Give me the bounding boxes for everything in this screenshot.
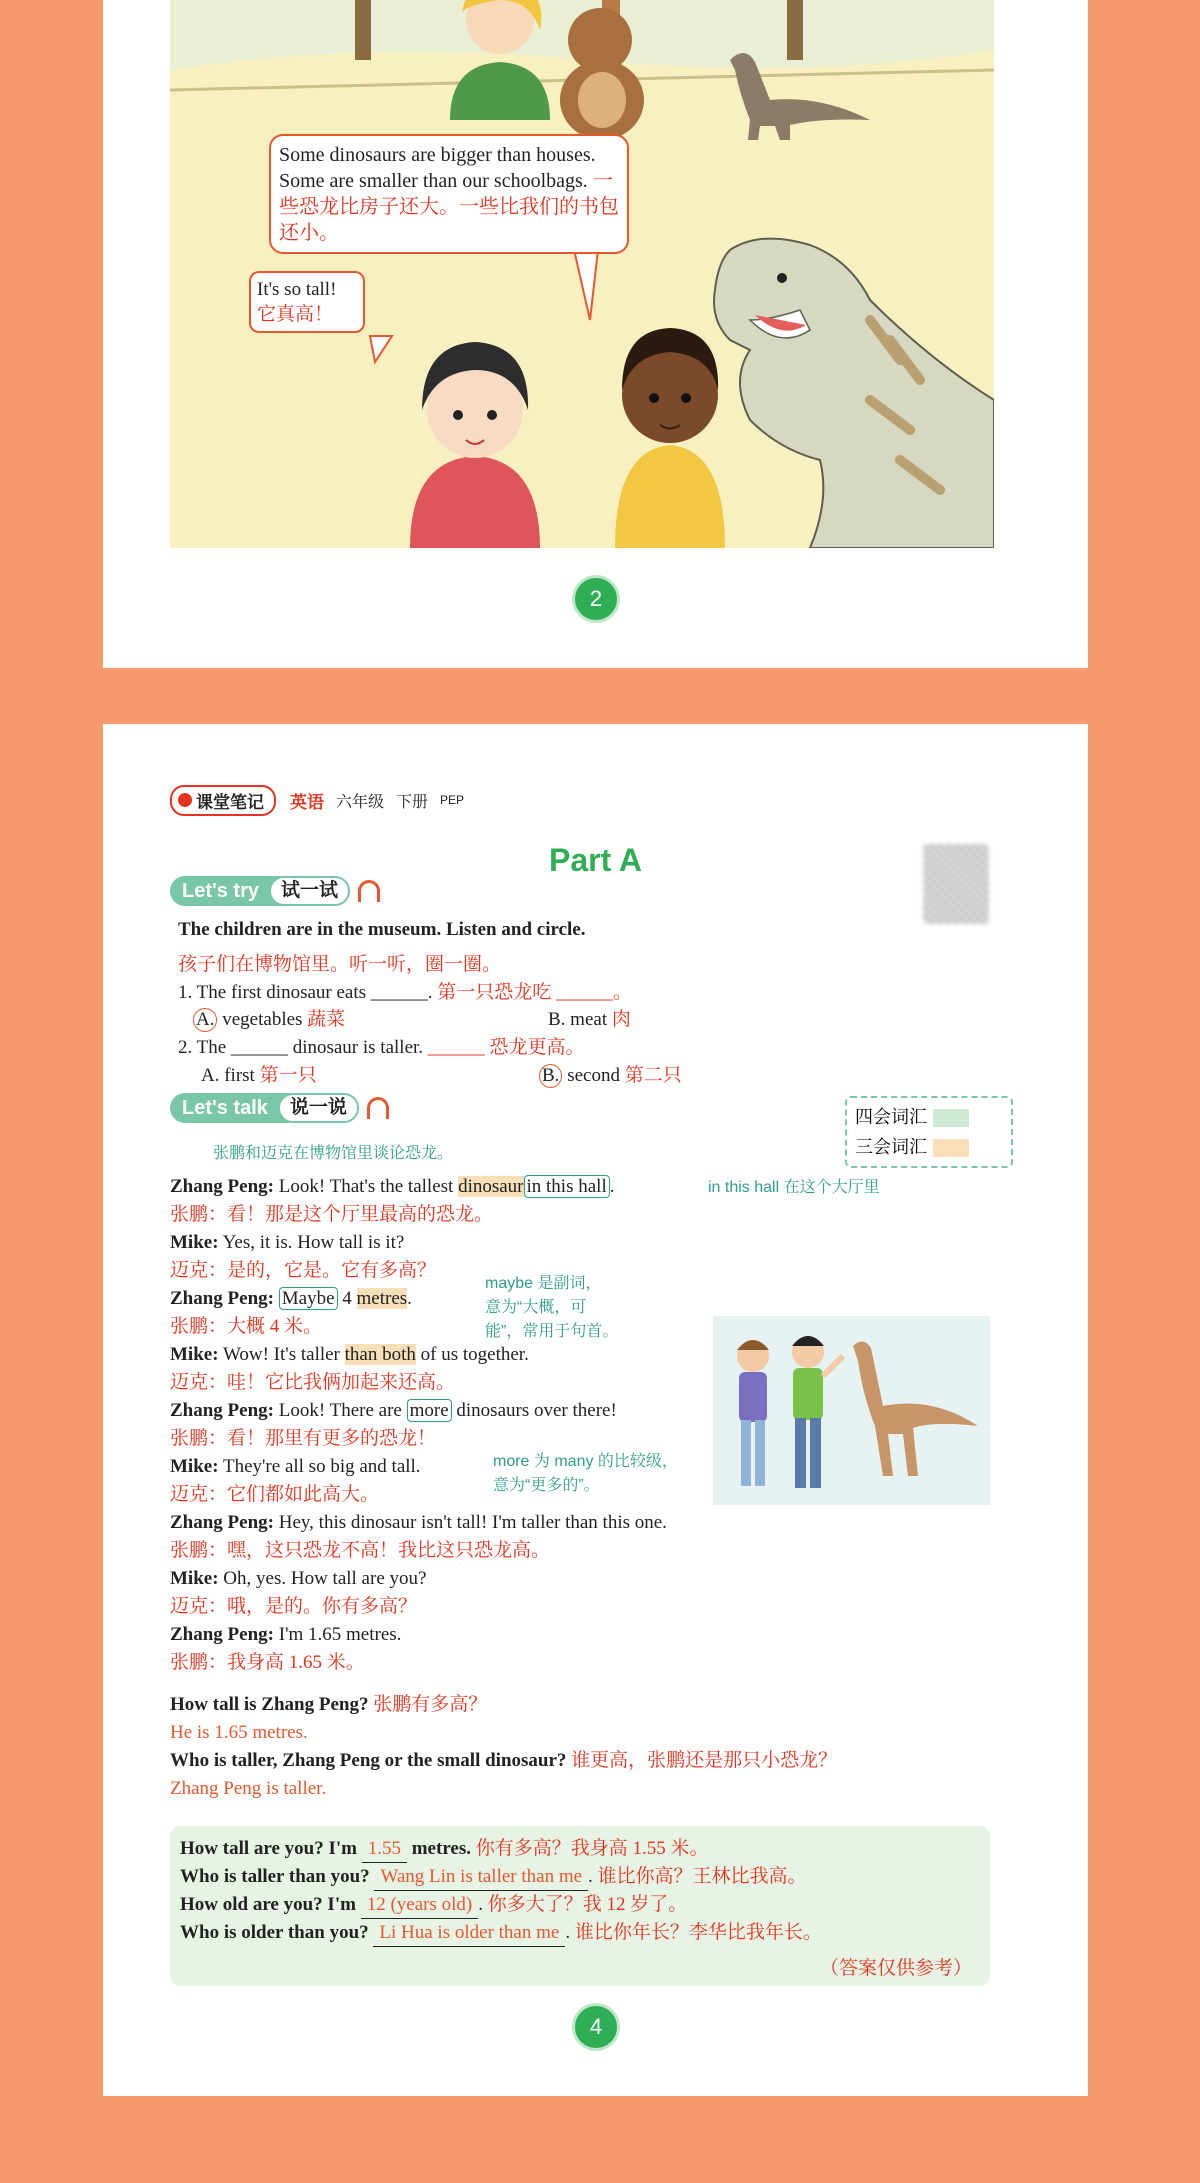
- part-title: Part A: [548, 842, 643, 878]
- line-text: Hey, this dinosaur isn't tall! I'm taller than this one.: [278, 1512, 667, 1533]
- dialogue-line-5: [170, 1398, 617, 1424]
- note-maybe: [485, 1272, 618, 1344]
- page-number: 4: [572, 2003, 620, 2051]
- highlight-word: than both: [344, 1344, 416, 1365]
- page-header: [170, 786, 464, 814]
- textbook-page-2: [103, 0, 1088, 668]
- speaker: Mike:: [170, 1344, 219, 1365]
- lets-talk-tag: [170, 1093, 389, 1123]
- legend-label: 三会词汇: [855, 1137, 927, 1157]
- tag-chinese: 试一试: [269, 876, 350, 906]
- speaker: Zhang Peng:: [170, 1400, 274, 1421]
- question-text-cn: 张鹏有多高？: [373, 1694, 488, 1715]
- brand-badge: [170, 785, 276, 816]
- dialogue-line-4-cn: 迈克：哇！它比我俩加起来还高。: [170, 1372, 456, 1393]
- line-text: I'm 1.65 metres.: [278, 1624, 402, 1645]
- dialogue-line-2-cn: 迈克：是的，它是。它有多高？: [170, 1260, 437, 1281]
- try-instruction-cn: 孩子们在博物馆里。听一听，圈一圈。: [178, 954, 502, 975]
- dialogue-line-7: [170, 1510, 667, 1536]
- answer-blank: Wang Lin is taller than me: [374, 1864, 588, 1891]
- line-text: of us together.: [420, 1344, 529, 1365]
- tag-english: Let's try: [170, 876, 283, 906]
- dialogue-line-2: [170, 1230, 404, 1256]
- try-q2-option-b: [539, 1063, 682, 1089]
- row-prompt: Who is older than you?: [180, 1922, 369, 1943]
- try-instruction: The children are in the museum. Listen and circle.: [178, 919, 586, 940]
- line-text: dinosaurs over there!: [456, 1400, 617, 1421]
- vocabulary-legend: [845, 1096, 1013, 1168]
- legend-label: 四会词汇: [855, 1107, 927, 1127]
- row-prompt: How tall are you? I'm: [180, 1838, 357, 1859]
- line-text: 4: [342, 1288, 352, 1309]
- option-text-cn: 蔬菜: [307, 1009, 346, 1030]
- line-text: Yes, it is. How tall is it?: [222, 1232, 405, 1253]
- tag-chinese: 说一说: [278, 1093, 359, 1123]
- brand-name: 课堂笔记: [196, 792, 264, 812]
- note-line: maybe 是副词，: [485, 1275, 602, 1292]
- dialogue-line-9-cn: 张鹏：我身高 1.65 米。: [170, 1652, 365, 1673]
- practice-row-4: [180, 1920, 822, 1947]
- note-line: 意为“大概，可: [485, 1299, 587, 1316]
- dialogue-line-3: [170, 1286, 412, 1312]
- legend-three-skill: [855, 1132, 1003, 1162]
- row-cn: 谁比你高？王林比我高。: [597, 1866, 807, 1887]
- dialogue-line-3-cn: 张鹏：大概 4 米。: [170, 1316, 323, 1337]
- qr-code-icon: [923, 844, 989, 924]
- headphones-icon: [367, 1097, 389, 1119]
- try-question-2: [178, 1035, 585, 1061]
- circled-answer: A.: [193, 1008, 217, 1032]
- comprehension-question-2: [170, 1748, 837, 1774]
- highlight-word: dinosaur: [458, 1176, 524, 1197]
- practice-row-3: [180, 1892, 687, 1919]
- speaker: Zhang Peng:: [170, 1624, 274, 1645]
- boxed-phrase: Maybe: [279, 1287, 338, 1310]
- comprehension-question-1: [170, 1692, 487, 1718]
- question-text: 2. The ______ dinosaur is taller.: [178, 1037, 424, 1058]
- option-text-cn: 第二只: [624, 1065, 682, 1086]
- page-number: 2: [572, 575, 620, 623]
- headphones-icon: [358, 880, 380, 902]
- dialogue-line-4: [170, 1342, 529, 1368]
- grade-label: 六年级: [336, 793, 385, 811]
- row-cn: 你有多高？我身高 1.55 米。: [475, 1838, 709, 1859]
- dialogue-line-6: [170, 1454, 421, 1480]
- try-q1-option-a: [193, 1007, 345, 1033]
- speaker: Zhang Peng:: [170, 1176, 274, 1197]
- option-text-cn: 第一只: [259, 1065, 317, 1086]
- option-text: A. first: [201, 1065, 255, 1086]
- orange-swatch: [933, 1139, 969, 1157]
- try-q2-option-a: [201, 1063, 317, 1089]
- question-text: How tall is Zhang Peng?: [170, 1694, 369, 1715]
- dialogue-line-1: [170, 1174, 614, 1200]
- subject-label: 英语: [290, 792, 324, 812]
- option-text: vegetables: [222, 1009, 303, 1030]
- line-text: Look! There are: [278, 1400, 402, 1421]
- circled-answer: B.: [539, 1064, 562, 1088]
- line-text: Look! That's the tallest: [278, 1176, 454, 1197]
- question-text-cn: ______ 恐龙更高。: [427, 1037, 585, 1058]
- practice-box: [170, 1826, 990, 1986]
- line-text: Wow! It's taller: [222, 1344, 340, 1365]
- dialogue-line-8-cn: 迈克：哦，是的。你有多高？: [170, 1596, 418, 1617]
- bubble-chinese-text: 一些恐龙比房子还大。一些比我们的书包还小。: [279, 170, 619, 244]
- bubble-chinese-text: 它真高！: [257, 304, 334, 325]
- speaker: Zhang Peng:: [170, 1512, 274, 1533]
- try-question-1: [178, 980, 632, 1006]
- speaker: Zhang Peng:: [170, 1288, 274, 1309]
- row-prompt-end: .: [478, 1894, 483, 1915]
- comprehension-answer-2: Zhang Peng is taller.: [170, 1778, 327, 1799]
- row-prompt-end: metres.: [411, 1838, 471, 1859]
- row-cn: 谁比你年长？李华比我年长。: [574, 1922, 822, 1943]
- green-swatch: [933, 1109, 969, 1127]
- dialogue-line-7-cn: 张鹏：嘿，这只恐龙不高！我比这只恐龙高。: [170, 1540, 551, 1561]
- bubble-english-text: Some dinosaurs are bigger than houses. Some are smaller than our schoolbags.: [279, 144, 596, 192]
- note-more: [493, 1450, 678, 1498]
- question-text-cn: 谁更高，张鹏还是那只小恐龙？: [571, 1750, 838, 1771]
- comprehension-answer-1: He is 1.65 metres.: [170, 1722, 308, 1743]
- punctuation: .: [407, 1288, 412, 1309]
- dialogue-line-8: [170, 1566, 426, 1592]
- highlight-word: metres: [356, 1288, 408, 1309]
- line-text: Oh, yes. How tall are you?: [223, 1568, 427, 1589]
- try-q1-option-b: [548, 1007, 631, 1033]
- answer-footnote: （答案仅供参考）: [819, 1958, 972, 1979]
- bubble-english-text: It's so tall!: [257, 279, 337, 300]
- answer-blank: Li Hua is older than me: [373, 1920, 565, 1947]
- note-in-this-hall: in this hall 在这个大厅里: [708, 1179, 880, 1196]
- volume-label: 下册: [396, 793, 429, 811]
- answer-blank: 12 (years old): [361, 1892, 479, 1919]
- row-prompt: Who is taller than you?: [180, 1866, 370, 1887]
- tag-english: Let's talk: [170, 1093, 292, 1123]
- row-cn: 你多大了？我 12 岁了。: [487, 1894, 688, 1915]
- row-prompt-end: .: [565, 1922, 571, 1943]
- dialogue-line-6-cn: 迈克：它们都如此高大。: [170, 1484, 380, 1505]
- dialogue-line-5-cn: 张鹏：看！那里有更多的恐龙！: [170, 1428, 437, 1449]
- row-prompt: How old are you? I'm: [180, 1894, 356, 1915]
- dialogue-line-9: [170, 1622, 401, 1648]
- edition-label: PEP: [440, 793, 465, 807]
- speaker: Mike:: [170, 1232, 219, 1253]
- boxed-phrase: more: [407, 1399, 452, 1422]
- textbook-page-4: [103, 724, 1088, 2096]
- answer-blank: 1.55: [362, 1836, 407, 1863]
- practice-row-2: [180, 1864, 807, 1891]
- speaker: Mike:: [170, 1568, 219, 1589]
- boxed-phrase: in this hall: [524, 1175, 610, 1198]
- speaker: Mike:: [170, 1456, 219, 1477]
- line-text: They're all so big and tall.: [222, 1456, 421, 1477]
- legend-four-skill: [855, 1102, 1003, 1132]
- speech-bubble-so-tall: [249, 271, 365, 333]
- dialogue-line-1-cn: 张鹏：看！那是这个厅里最高的恐龙。: [170, 1204, 494, 1225]
- option-text-cn: 肉: [611, 1009, 631, 1030]
- row-prompt-end: .: [588, 1866, 593, 1887]
- punctuation: .: [609, 1176, 615, 1197]
- question-text-cn: 第一只恐龙吃 ______。: [437, 982, 633, 1003]
- boys-dinosaur-drawing: [713, 1316, 990, 1505]
- question-text: Who is taller, Zhang Peng or the small dinosaur?: [170, 1750, 567, 1771]
- practice-row-1: [180, 1836, 709, 1863]
- lets-try-tag: [170, 876, 380, 906]
- option-text: B. meat: [548, 1009, 608, 1030]
- smile-icon: [178, 793, 192, 807]
- question-text: 1. The first dinosaur eats ______.: [178, 982, 433, 1003]
- scene-note: 张鹏和迈克在博物馆里谈论恐龙。: [213, 1145, 454, 1162]
- note-line: 能”，常用于句首。: [485, 1323, 619, 1340]
- option-text: second: [567, 1065, 620, 1086]
- note-line: 意为“更多的”。: [493, 1477, 600, 1494]
- note-line: more 为 many 的比较级，: [493, 1453, 678, 1470]
- speech-bubble-dinosaur-sizes: [269, 134, 629, 254]
- boys-and-dinosaur-illustration: [713, 1316, 990, 1505]
